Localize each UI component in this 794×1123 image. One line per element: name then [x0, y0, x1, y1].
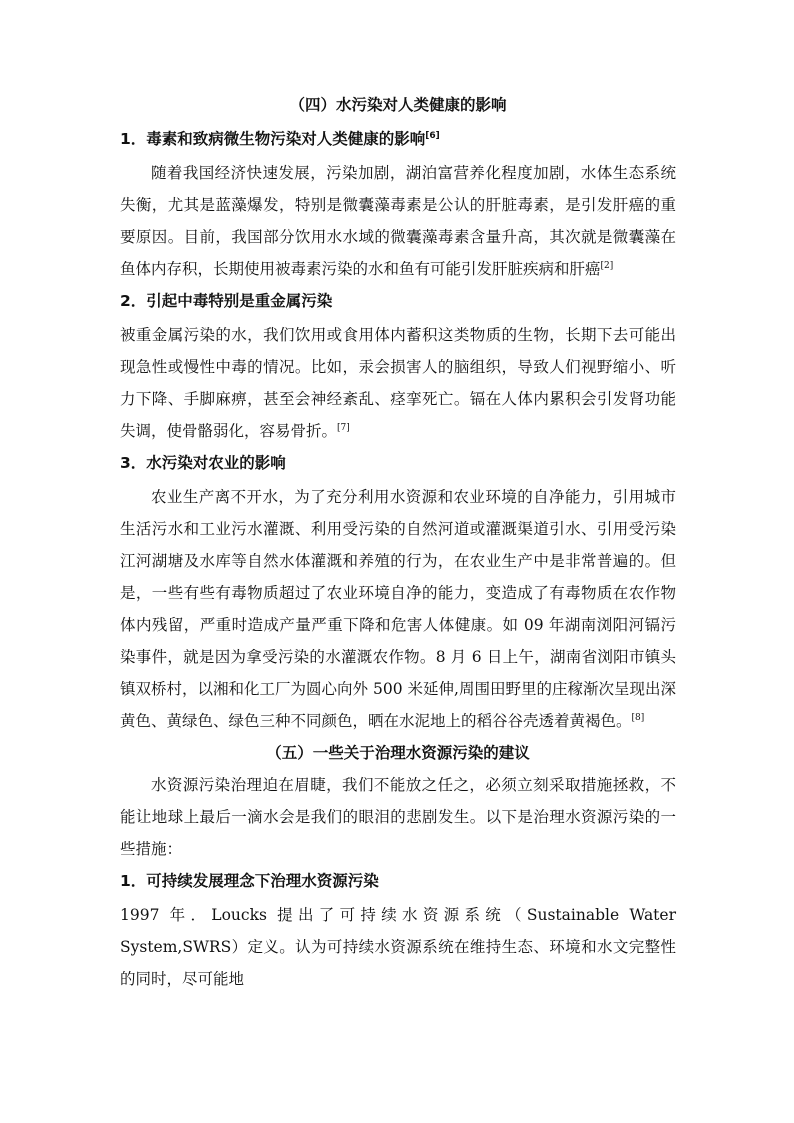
- subheading-text: 3．水污染对农业的影响: [120, 454, 286, 472]
- paragraph-heavy-metals: [120, 319, 676, 447]
- subheading-text: 1．可持续发展理念下治理水资源污染: [120, 872, 379, 890]
- paragraph-text: 被重金属污染的水，我们饮用或食用体内蓄积这类物质的生物，长期下去可能出现急性或慢性中毒的情况。比如，汞会损害人的脑组织，导致人们视野缩小、听力下降、手脚麻痹，甚至会神经紊乱、痉挛死亡。镉在人体内累积会引发肾功能失调，使骨骼弱化，容易骨折。: [120, 326, 676, 440]
- citation-mark: [6]: [425, 130, 440, 141]
- citation-mark: [2]: [600, 260, 614, 271]
- citation-mark: [7]: [337, 422, 350, 433]
- paragraph-agriculture: [120, 481, 676, 737]
- paragraph-text: 1997 年．Loucks 提出了可持续水资源系统（Sustainable Water System,SWRS）定义。认为可持续水资源系统在维持生态、环境和水文完整性的同时，尽可能地: [120, 906, 676, 988]
- paragraph-sustainable: [120, 899, 676, 995]
- subheading-sustainable: [120, 871, 676, 891]
- paragraph-suggestions-intro: [120, 769, 676, 865]
- subheading-toxins: [120, 129, 676, 149]
- section-heading-5: （五）一些关于治理水资源污染的建议: [266, 744, 530, 762]
- document-page: [120, 95, 676, 1001]
- subheading-agriculture: [120, 453, 676, 473]
- citation-mark: [8]: [631, 712, 645, 723]
- paragraph-text: 农业生产离不开水，为了充分利用水资源和农业环境的自净能力，引用城市生活污水和工业污水灌溉、利用受污染的自然河道或灌溉渠道引水、引用受污染江河湖塘及水库等自然水体灌溉和养殖的行为，在农业生产中是非常普遍的。但是，一些有些有毒物质超过了农业环境自净的能力，变造成了有毒物质在农作物体内残留，严重时造成产量严重下降和危害人体健康。如 09 年湖南浏阳河镉污染事件，就是因为拿受污染的水灌溉农作物。8 月 6 日上午，湖南省浏阳市镇头镇双桥村，以湘和化工厂为圆心向外 500 米延伸,周围田野里的庄稼渐次呈现出深黄色、黄绿色、绿色三种不同颜色，晒在水泥地上的稻谷谷壳透着黄褐色。: [120, 488, 676, 730]
- subheading-text: 2．引起中毒特别是重金属污染: [120, 292, 333, 310]
- paragraph-text: 水资源污染治理迫在眉睫，我们不能放之任之，必须立刻采取措施拯救，不能让地球上最后一滴水会是我们的眼泪的悲剧发生。以下是治理水资源污染的一些措施：: [120, 776, 676, 858]
- paragraph-text: 随着我国经济快速发展，污染加剧，湖泊富营养化程度加剧，水体生态系统失衡，尤其是蓝藻爆发，特别是微囊藻毒素是公认的肝脏毒素，是引发肝癌的重要原因。目前，我国部分饮用水水域的微囊藻毒素含量升高，其次就是微囊藻在鱼体内存积，长期使用被毒素污染的水和鱼有可能引发肝脏疾病和肝癌: [120, 164, 676, 278]
- section-heading-4: （四）水污染对人类健康的影响: [289, 96, 507, 114]
- subheading-heavy-metals: [120, 291, 676, 311]
- subheading-text: 1．毒素和致病微生物污染对人类健康的影响: [120, 130, 426, 148]
- paragraph-toxins: [120, 157, 676, 285]
